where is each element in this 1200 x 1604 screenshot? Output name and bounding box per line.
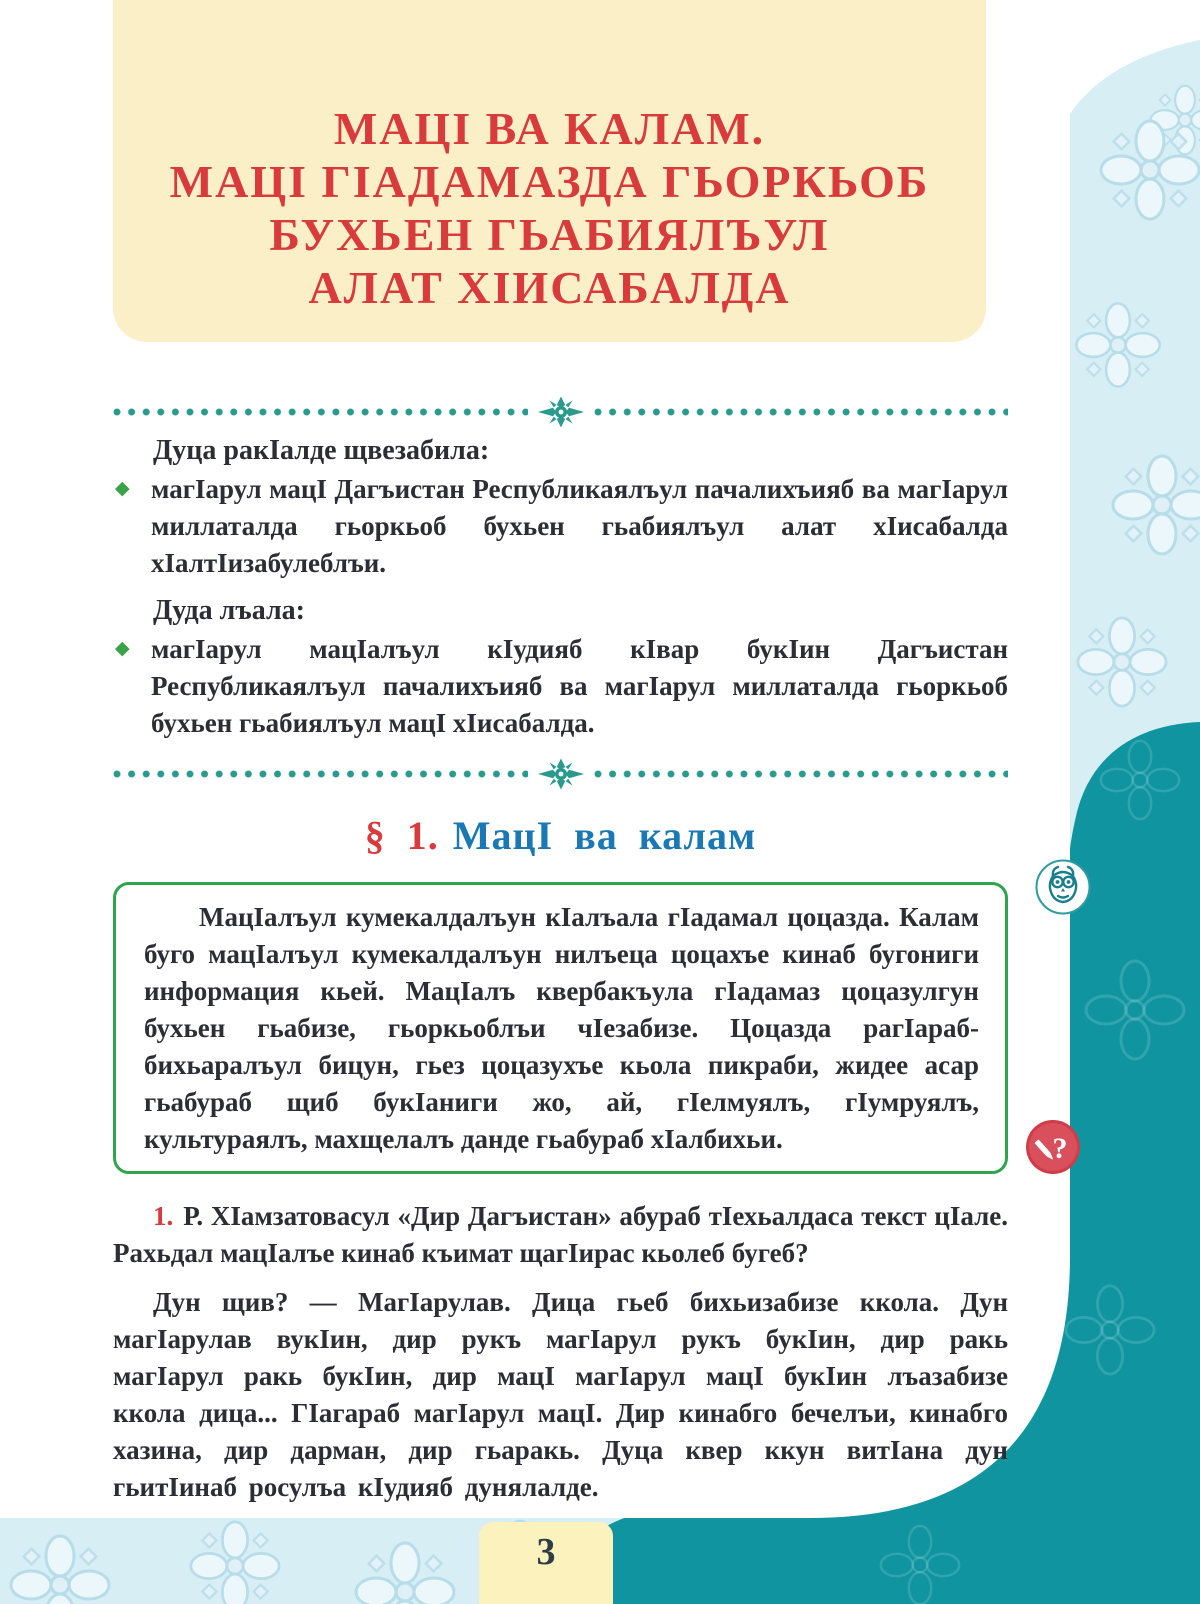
reading-passage: Дун щив? — МагIарулав. Дица гьеб бихьизабизе ккола. Дун магIарулав вукIин, дир рукъ магIарул рукъ букIин, дир ракь магIарул ракь букIин, дир мацI магIарул мацI букIин лъазабизе ккола дица... ГIагараб магIарул мацI. Дир кинабго бечелъи, кинабго хазина, дир дарман, дир гьаракь. Дуца квер ккун витIана дун гьитIинаб росулъа кIудияб дунялалде. <box>113 1287 1008 1502</box>
theory-text: МацIалъул кумекалдалъун кIалъала гIадамал цоцазда. Калам буго мацIалъул кумекалдалъун нилъеца цоцахъе кинаб бугониги информация кьей. МацIалъ квербакъула гIадамаз цоцазулгун бухьен гьабизе, гьоркьоблъи чIезабизе. Цоцазда рагIараб-бихьаралъул бицун, гьез цоцазухъе кьола пикраби, жидее асар гьабураб щиб букIаниги жо, ай, гIелмуялъ, гIумруялъ, культураялъ, махщелалъ данде гьабураб хIалбихьи. <box>144 902 979 1154</box>
exercise-task <box>113 1198 1008 1272</box>
goals-heading-remember: Дуца ракIалде щвезабила: <box>153 435 490 466</box>
dotted-line <box>113 770 528 778</box>
goal-item-remember <box>113 471 1008 582</box>
section-heading <box>113 812 1008 860</box>
page-number: 3 <box>536 1531 556 1573</box>
dotted-line <box>113 408 528 416</box>
exercise-marker-badge <box>1024 1118 1082 1181</box>
theory-box <box>113 882 1008 1174</box>
goal-item-text: магIарул мацI Дагъистан Республикаялъул пачалихъияб ва магIарул миллаталда гьоркьоб бухьен гьабиялъул алат хIисабалда хIалтIизабулеблъи. <box>151 474 1008 578</box>
exercise-number: 1. <box>153 1201 174 1231</box>
pencil-question-icon <box>1024 1118 1082 1176</box>
chapter-title-line-1: МАЦI ВА КАЛАМ. <box>333 103 766 154</box>
section-separator-top <box>113 392 1008 432</box>
section-title: МацI ва калам <box>452 813 757 858</box>
dotted-line <box>594 770 1009 778</box>
dotted-line <box>594 408 1009 416</box>
sun-star-icon <box>538 751 584 797</box>
chapter-title-line-4: АЛАТ ХIИСАБАЛДА <box>308 262 791 313</box>
goals-heading-know: Дуда лъала: <box>153 595 305 626</box>
section-separator-bottom <box>113 754 1008 794</box>
diamond-bullet-icon: ◆ <box>115 478 130 499</box>
exercise-task-text: Р. ХIамзатовасул «Дир Дагъистан» абураб тIехьалдаса текст цIале. Рахьдал мацIалъе кинаб къимат щагIирас кьолеб бугеб? <box>113 1201 1008 1268</box>
diamond-bullet-icon: ◆ <box>115 638 130 659</box>
goal-item-know <box>113 631 1008 742</box>
page-number-tab <box>479 1522 613 1604</box>
section-number: § 1. <box>364 813 439 858</box>
page-content <box>113 0 1008 1506</box>
sun-star-icon <box>538 389 584 435</box>
chapter-title-box <box>113 0 986 342</box>
owl-badge <box>1034 858 1092 921</box>
chapter-title-line-2: МАЦI ГIАДАМАЗДА ГЬОРКЬОБ <box>169 156 930 207</box>
goal-item-text: магIарул мацIалъул кIудияб кIвар букIин Дагъистан Республикаялъул пачалихъияб ва магIарул миллаталда гьоркьоб бухьен гьабиялъул мацI хIисабалда. <box>151 634 1008 738</box>
svg-text:?: ? <box>1052 1132 1068 1165</box>
owl-icon <box>1034 858 1092 916</box>
chapter-title-line-3: БУХЬЕН ГЬАБИЯЛЪУЛ <box>269 209 830 260</box>
